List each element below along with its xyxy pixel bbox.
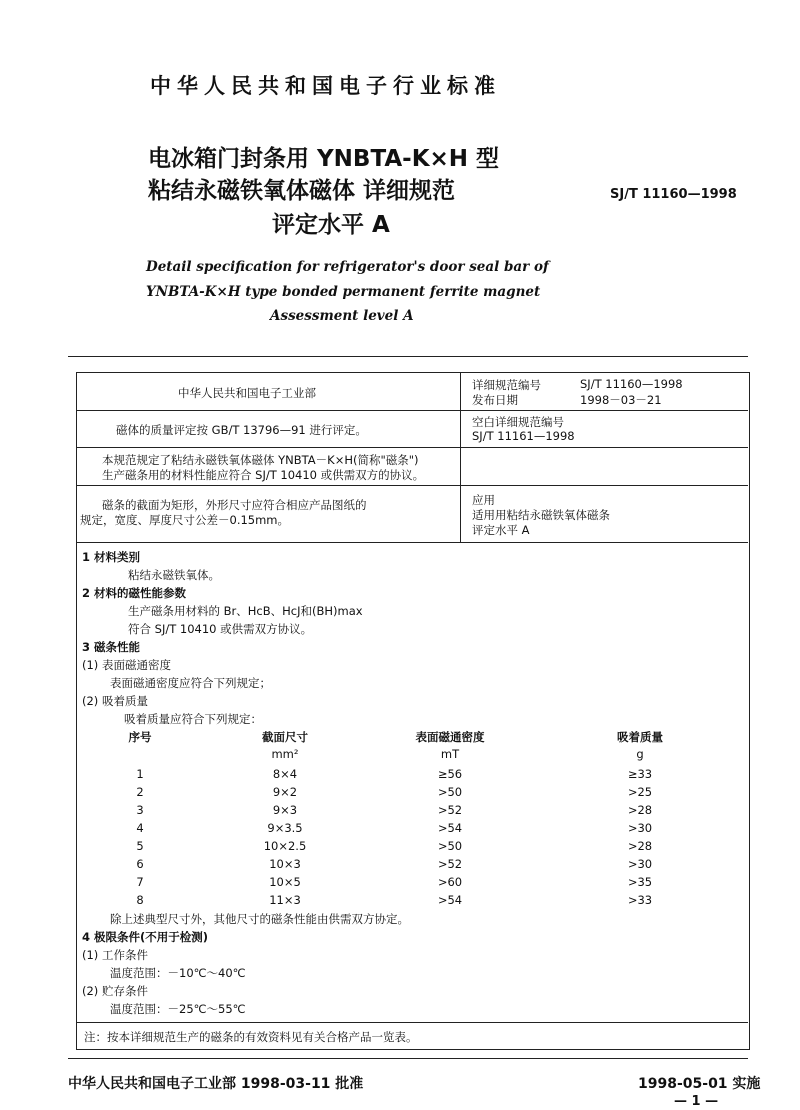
standard-header: 中华人民共和国电子行业标准 xyxy=(150,74,501,98)
section-3-2-text: 吸着质量应符合下列规定： xyxy=(124,712,262,726)
spec-no-label: 详细规范编号 xyxy=(472,378,541,392)
date-label: 发布日期 xyxy=(472,393,518,407)
shape-line-1: 磁条的截面为矩形，外形尺寸应符合相应产品图纸的 xyxy=(102,498,367,512)
row-section: 8×4 xyxy=(272,767,298,781)
section-3-1-heading: (1) 表面磁通密度 xyxy=(82,658,171,672)
row-index: 7 xyxy=(136,875,144,889)
other-sizes-note: 除上述典型尺寸外，其他尺寸的磁条性能由供需双方协定。 xyxy=(110,912,409,926)
section-4-heading: 4 极限条件(不用于检测) xyxy=(82,930,209,944)
footnote: 注：按本详细规范生产的磁条的有效资料见有关合格产品一览表。 xyxy=(84,1030,418,1044)
row-mass: >35 xyxy=(627,875,653,889)
spec-no: SJ/T 11160—1998 xyxy=(580,377,683,391)
box-divider-1 xyxy=(76,410,748,411)
shape-line-2: 规定，宽度、厚度尺寸公差－0.15mm。 xyxy=(80,513,290,527)
section-3-heading: 3 磁条性能 xyxy=(82,640,141,654)
title-line-1: 电冰箱门封条用 YNBTA-K×H 型 xyxy=(148,146,500,172)
row-mass: >30 xyxy=(627,857,653,871)
row-flux: >54 xyxy=(437,893,463,907)
row-index: 3 xyxy=(136,803,144,817)
row-flux: >50 xyxy=(437,785,463,799)
row-section: 10×2.5 xyxy=(263,839,307,853)
row-mass: >30 xyxy=(627,821,653,835)
box-divider-note xyxy=(76,1022,748,1023)
section-3-1-text: 表面磁通密度应符合下列规定； xyxy=(110,676,271,690)
blank-spec-label: 空白详细规范编号 xyxy=(472,415,564,429)
section-2-heading: 2 材料的磁性能参数 xyxy=(82,586,187,600)
blank-spec-no: SJ/T 11161—1998 xyxy=(472,429,575,443)
section-4-1-text: 温度范围：－10℃～40℃ xyxy=(110,966,246,980)
row-index: 6 xyxy=(136,857,144,871)
row-mass: >28 xyxy=(627,839,653,853)
row-flux: >52 xyxy=(437,857,463,871)
section-2-text-1: 生产磁条用材料的 Br、HcB、HcJ和(BH)max xyxy=(128,604,363,618)
description-line-2: 生产磁条用的材料性能应符合 SJ/T 10410 或供需双方的协议。 xyxy=(102,468,425,482)
row-index: 1 xyxy=(136,767,144,781)
title-line-3: 评定水平 A xyxy=(272,212,390,238)
table-header-mass: 吸着质量 xyxy=(617,730,663,744)
box-divider-4 xyxy=(76,542,748,543)
row-index: 4 xyxy=(136,821,144,835)
box-divider-2 xyxy=(76,447,748,448)
row-index: 8 xyxy=(136,893,144,907)
box-divider-vertical xyxy=(460,372,461,542)
row-flux: >54 xyxy=(437,821,463,835)
standard-number: SJ/T 11160—1998 xyxy=(610,187,737,202)
description-line-1: 本规范规定了粘结永磁铁氧体磁体 YNBTA－K×H(简称"磁条") xyxy=(102,453,419,467)
row-mass: >25 xyxy=(627,785,653,799)
section-4-1-heading: (1) 工作条件 xyxy=(82,948,148,962)
row-section: 9×3 xyxy=(272,803,298,817)
quality-assessment: 磁体的质量评定按 GB/T 13796—91 进行评定。 xyxy=(116,423,367,437)
implementation-date: 1998-05-01 实施 xyxy=(638,1076,761,1092)
row-index: 2 xyxy=(136,785,144,799)
english-title-3: Assessment level A xyxy=(270,308,414,324)
section-2-text-2: 符合 SJ/T 10410 或供需双方协议。 xyxy=(128,622,313,636)
table-header-index: 序号 xyxy=(128,730,152,744)
row-mass: ≥33 xyxy=(627,767,653,781)
section-1-heading: 1 材料类别 xyxy=(82,550,141,564)
row-section: 11×3 xyxy=(269,893,301,907)
title-line-2: 粘结永磁铁氧体磁体 详细规范 xyxy=(148,178,456,204)
row-mass: >33 xyxy=(627,893,653,907)
row-flux: >50 xyxy=(437,839,463,853)
application-line-2: 评定水平 A xyxy=(472,523,530,537)
row-section: 9×2 xyxy=(272,785,298,799)
section-1-text: 粘结永磁铁氧体。 xyxy=(128,568,220,582)
bottom-rule xyxy=(68,1058,748,1059)
table-unit-section: mm² xyxy=(271,747,299,761)
issue-date: 1998－03－21 xyxy=(580,393,662,407)
table-unit-mass: g xyxy=(636,747,644,761)
section-4-2-heading: (2) 贮存条件 xyxy=(82,984,148,998)
english-title-2: YNBTA-K×H type bonded permanent ferrite magnet xyxy=(146,284,541,300)
table-header-section: 截面尺寸 xyxy=(262,730,308,744)
section-3-2-heading: (2) 吸着质量 xyxy=(82,694,148,708)
approval-line: 中华人民共和国电子工业部 1998-03-11 批准 xyxy=(68,1076,364,1092)
page-number: — 1 — xyxy=(674,1094,719,1109)
row-mass: >28 xyxy=(627,803,653,817)
top-rule xyxy=(68,356,748,357)
row-section: 10×3 xyxy=(269,857,301,871)
row-flux: >52 xyxy=(437,803,463,817)
english-title-1: Detail specification for refrigerator's door seal bar of xyxy=(146,259,549,275)
box-divider-3 xyxy=(76,485,748,486)
row-flux: ≥56 xyxy=(437,767,463,781)
row-section: 10×5 xyxy=(269,875,301,889)
section-4-2-text: 温度范围：－25℃～55℃ xyxy=(110,1002,246,1016)
issuing-org: 中华人民共和国电子工业部 xyxy=(178,386,316,400)
row-index: 5 xyxy=(136,839,144,853)
row-flux: >60 xyxy=(437,875,463,889)
application-line-1: 适用用粘结永磁铁氧体磁条 xyxy=(472,508,610,522)
table-header-flux: 表面磁通密度 xyxy=(415,730,485,744)
table-unit-flux: mT xyxy=(440,747,460,761)
row-section: 9×3.5 xyxy=(267,821,303,835)
application-label: 应用 xyxy=(472,493,495,507)
